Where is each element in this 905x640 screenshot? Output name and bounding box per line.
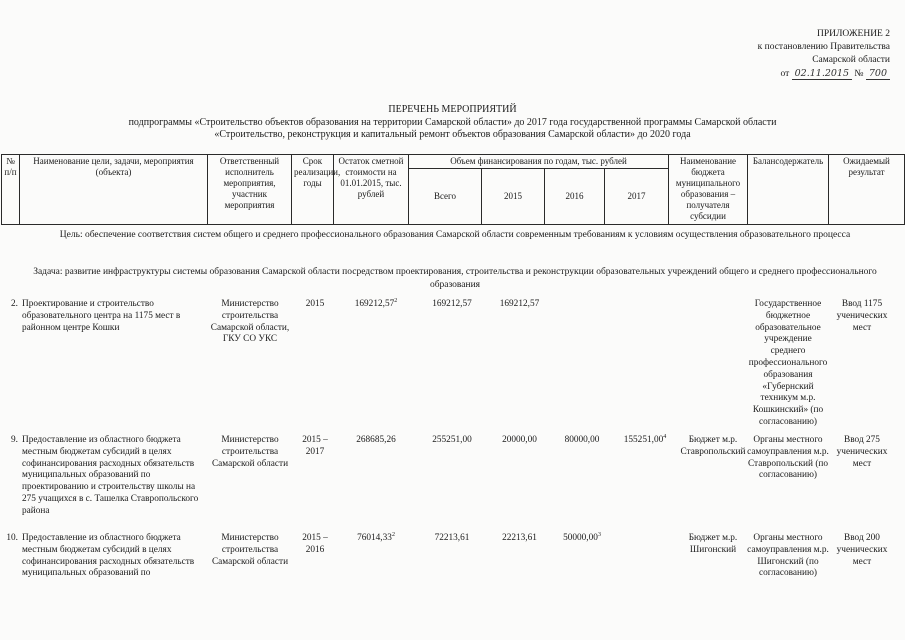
header-holder: Балансодержатель (748, 155, 829, 225)
header-budget: Наименование бюджета муниципального образования – получателя субсидии (669, 155, 748, 225)
task-text: Задача: развитие инфраструктуры системы образования Самарской области посредством проектирования, строительства и реконструкции образовательных учреждений общего и среднего профессионального образования (33, 267, 877, 290)
header-2016: 2016 (545, 169, 605, 225)
row-num: 9. (11, 435, 18, 445)
row-executor: Министерство строительства Самарской области (211, 435, 289, 469)
row-total: 255251,00 (432, 435, 472, 445)
row-holder: Органы местного самоуправления м.р. Шигонский (по согласованию) (747, 533, 829, 579)
row-num: 10. (6, 533, 18, 543)
row-2016: 50000,00$^3$ (563, 531, 601, 543)
header-executor: Ответственный исполнитель мероприятия, участник мероприятия (208, 155, 292, 225)
header-result: Ожидаемый результат (829, 155, 905, 225)
row-2016: 80000,00 (564, 435, 600, 445)
header-2017: 2017 (605, 169, 669, 225)
row-name: Предоставление из областного бюджета местным бюджетам субсидий в целях софинансирования расходных обязательств муниципальных образований по проектированию и строительству школы на 275 учащихся в с. Ташелка Ставропольского района (22, 435, 199, 516)
header-remaining: Остаток сметной стоимости на 01.01.2015, тыс. рублей (334, 155, 409, 225)
appendix-block (720, 28, 890, 81)
row-budget: Бюджет м.р. Шигонский (688, 533, 738, 555)
row-holder: Государственное бюджетное образовательное учреждение среднего профессионального образования «Губернский техникум м.р. Кошкинский» (по согласованию) (748, 299, 828, 427)
row-term: 2015 – 2016 (302, 533, 328, 555)
header-name: Наименование цели, задачи, мероприятия (объекта) (20, 155, 208, 225)
row-result: Ввод 275 ученических мест (836, 435, 888, 469)
goal-text: Цель: обеспечение соответствия систем общего и среднего профессионального образования Самарской области современным требованиям к условиям осуществления образовательного процесса (59, 230, 851, 240)
row-2015: 22213,61 (502, 533, 537, 543)
header-term: Срок реализации, годы (292, 155, 334, 225)
header-total: Всего (409, 169, 482, 225)
header-funding: Объем финансирования по годам, тыс. рублей (409, 155, 669, 169)
row-holder: Органы местного самоуправления м.р. Ставропольский (по согласованию) (747, 435, 829, 481)
row-2015: 169212,57 (499, 299, 540, 309)
date-prefix: от (780, 69, 790, 79)
row-2017: 155251,00$^4$ (623, 433, 667, 445)
row-total: 72213,61 (434, 533, 470, 543)
appendix-date-line (720, 67, 890, 81)
appendix-region: Самарской области (812, 55, 890, 65)
number-prefix: № (854, 69, 864, 79)
row-term: 2015 – 2017 (302, 435, 328, 457)
row-term: 2015 (305, 299, 325, 309)
appendix-title: ПРИЛОЖЕНИЕ 2 (816, 29, 890, 39)
row-remaining: 268685,26 (356, 435, 396, 445)
appendix-resolution: к постановлению Правительства (757, 42, 890, 52)
document-title: ПЕРЕЧЕНЬ МЕРОПРИЯТИЙ (388, 104, 517, 115)
row-budget: Бюджет м.р. Ставропольский (680, 435, 746, 457)
row-2015: 20000,00 (502, 435, 537, 445)
number-handwritten: 700 (866, 68, 890, 80)
row-num: 2. (11, 299, 18, 309)
row-name: Предоставление из областного бюджета местным бюджетам субсидий в целях софинансирования расходных обязательств муниципальных образований по (22, 533, 195, 579)
date-handwritten: 02.11.2015 (792, 68, 852, 80)
header-num: № п/п (2, 155, 20, 225)
program-title: «Строительство, реконструкция и капитальный ремонт объектов образования Самарской области» до 2020 года (214, 129, 691, 140)
row-total: 169212,57 (432, 299, 472, 309)
row-name: Проектирование и строительство образовательного центра на 1175 мест в районном центре Кошки (22, 299, 181, 333)
row-result: Ввод 1175 ученических мест (836, 299, 888, 333)
row-executor: Министерство строительства Самарской области, ГКУ СО УКС (210, 299, 290, 345)
header-2015: 2015 (482, 169, 545, 225)
row-remaining: 169212,57$^2$ (354, 297, 398, 309)
subprogram-title: подпрограммы «Строительство объектов образования на территории Самарской области» до 2017 года государственной программы Самарской области (128, 117, 777, 128)
row-executor: Министерство строительства Самарской области (211, 533, 289, 567)
row-result: Ввод 200 ученических мест (836, 533, 888, 567)
row-remaining: 76014,33$^2$ (357, 531, 395, 543)
header-table (1, 154, 905, 225)
